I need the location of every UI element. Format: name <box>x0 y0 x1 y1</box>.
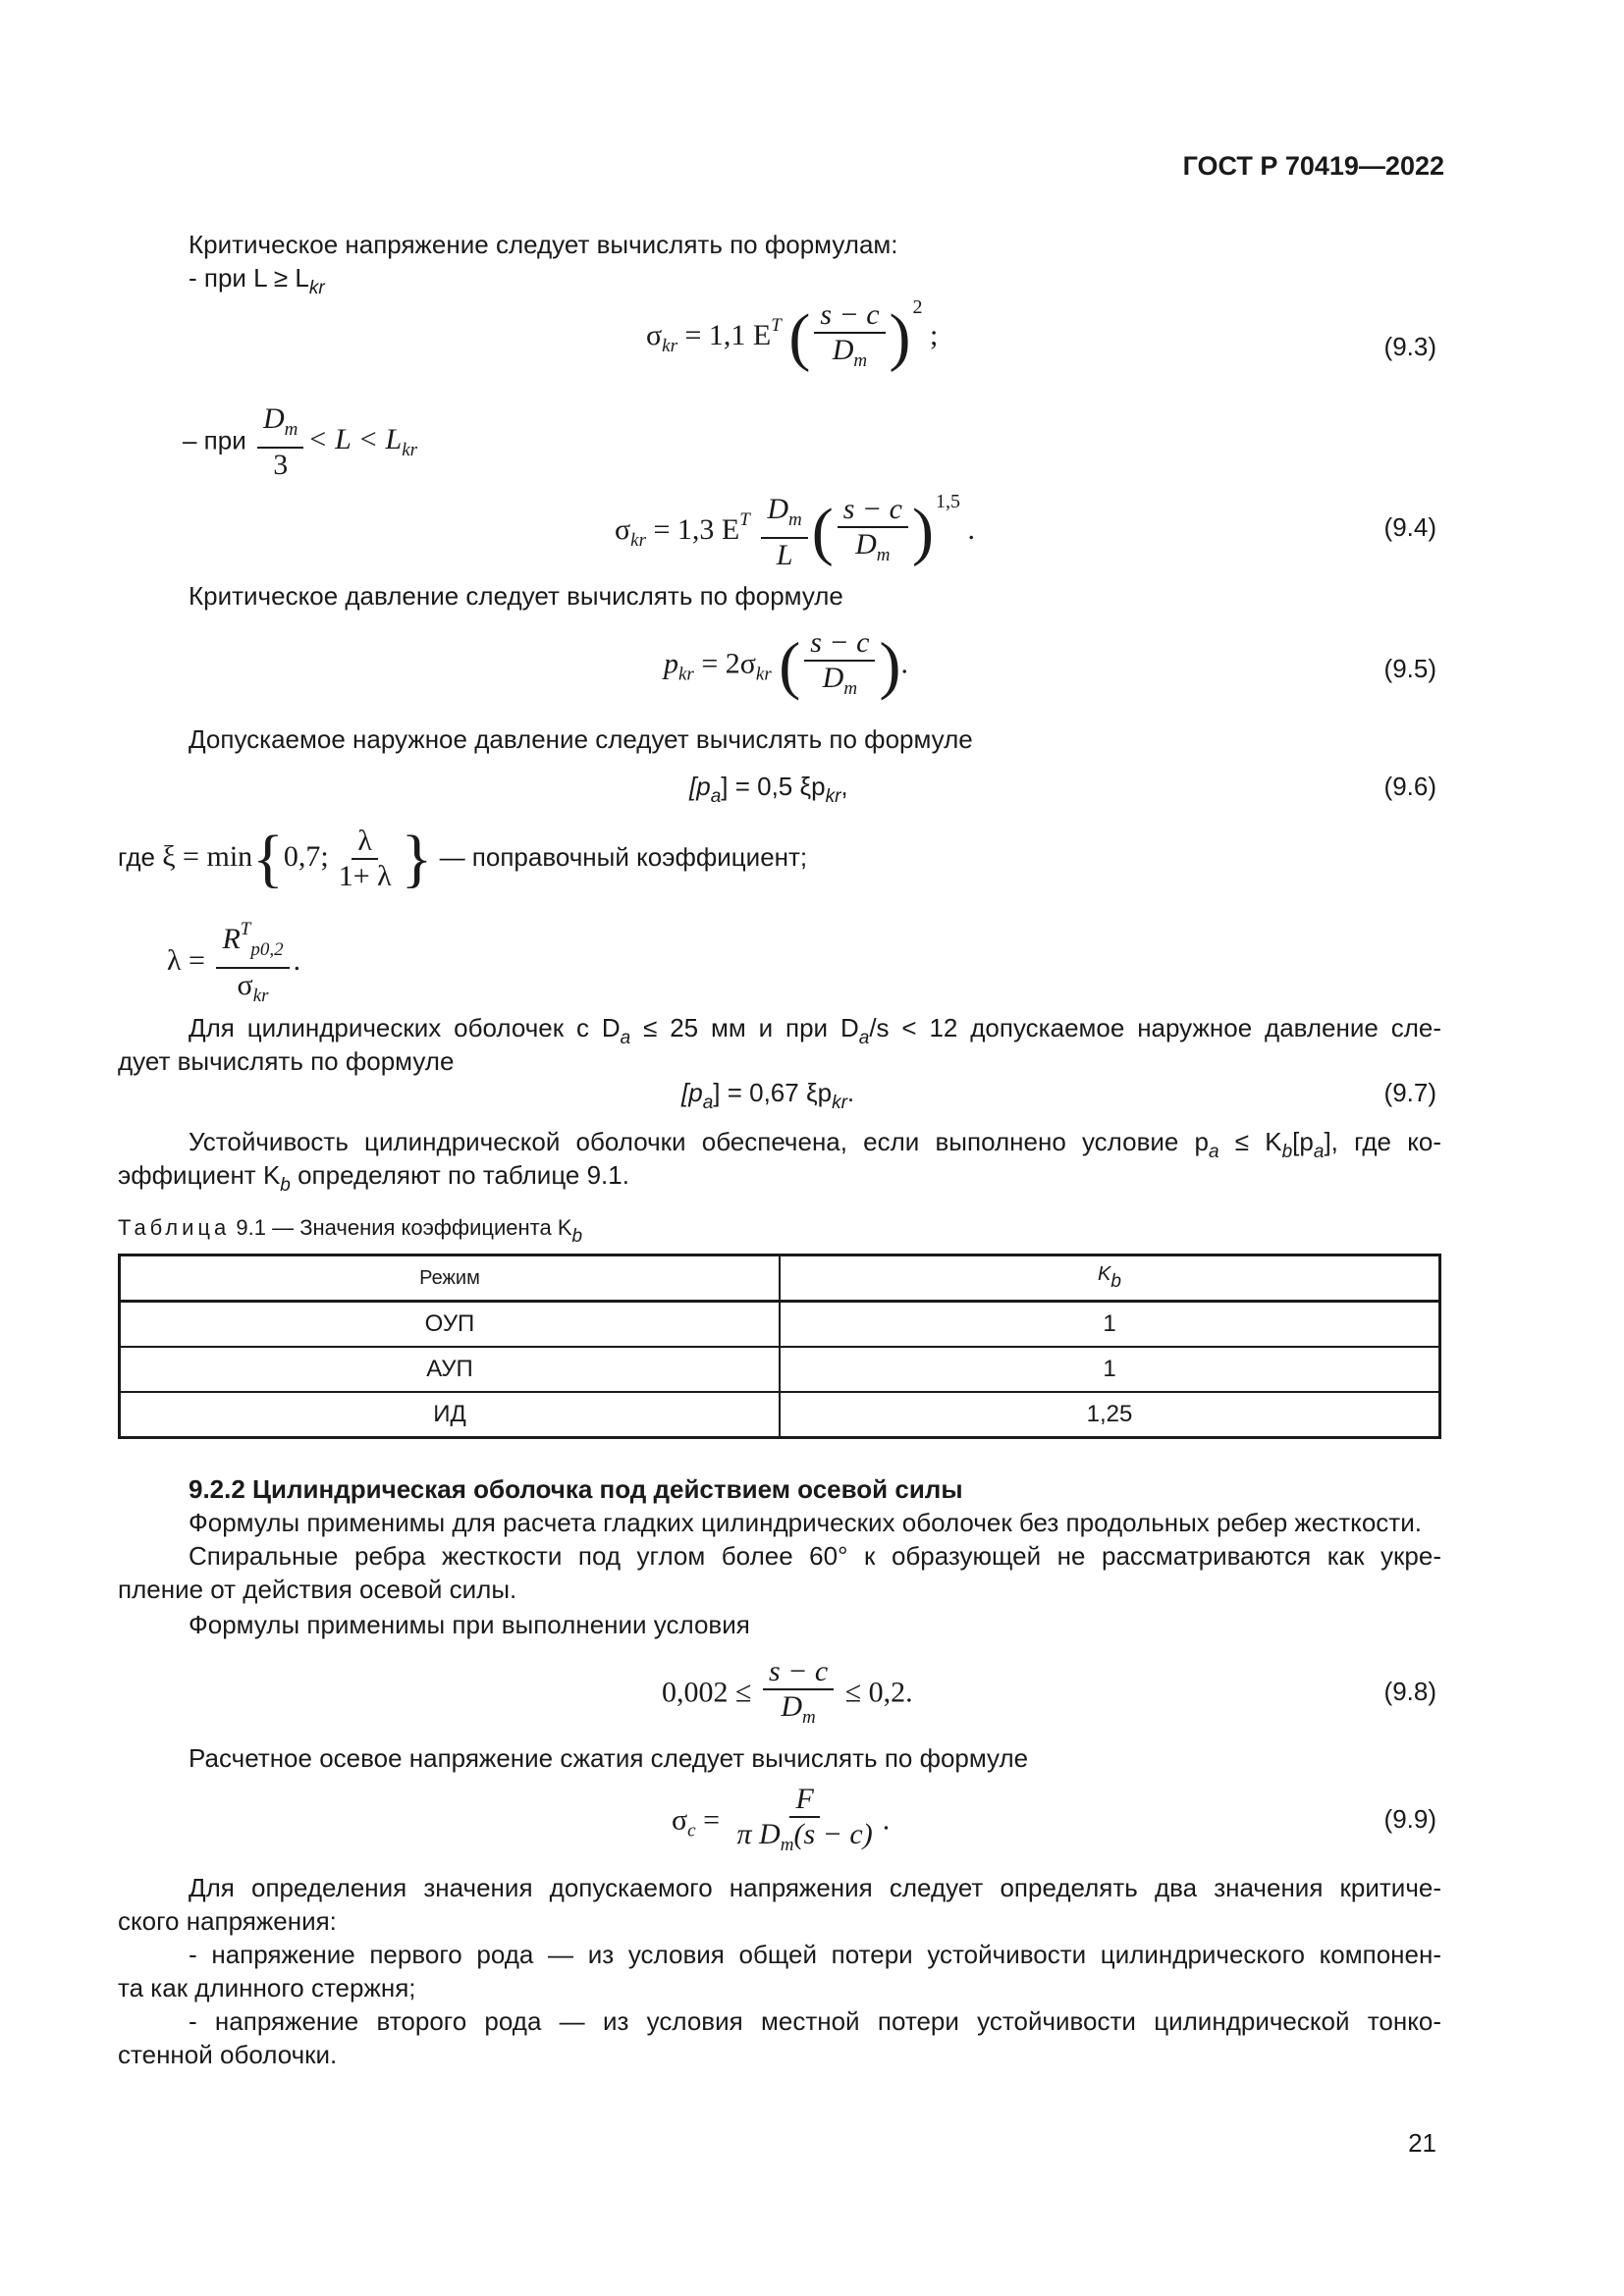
case-medium-tail: < L < L <box>307 423 403 456</box>
table-row <box>120 1392 1440 1438</box>
table-row <box>120 1347 1440 1392</box>
xi-rbrace: } <box>401 823 433 894</box>
lambda-num-wrap <box>216 913 289 969</box>
section-paragraph-1: Формулы применимы для расчета гладких цилиндрических оболочек без продольных ребер жесткости. <box>189 1508 1422 1537</box>
eq99-tail: . <box>882 1803 891 1837</box>
eq94-f1-num-wrap <box>761 493 807 539</box>
equation-9-7 <box>681 1076 854 1120</box>
eq99-den-b: (s − c) <box>793 1818 873 1850</box>
xi-den: 1+ λ <box>338 860 392 892</box>
equation-9-6 <box>689 770 848 814</box>
p7-sub-c: a <box>1313 1142 1325 1162</box>
eq93-den-wrap <box>827 334 873 378</box>
table-row <box>120 1302 1440 1348</box>
section-paragraph-3: Формулы применимы при выполнении условия <box>189 1610 750 1639</box>
table-cell-mode: АУП <box>120 1347 781 1392</box>
eq94-tail: . <box>967 513 975 546</box>
eq97-sub-b: kr <box>832 1093 847 1113</box>
case-long-text: - при L ≥ L <box>189 263 309 293</box>
equation-9-5-number: (9.5) <box>1383 654 1436 683</box>
xi-a: 0,7; <box>283 839 329 873</box>
lambda-den-wrap <box>232 969 275 1013</box>
eq93-lparen: ( <box>788 301 811 374</box>
eq94-exp: 1,5 <box>935 491 960 512</box>
eq93-num: s − c <box>814 298 885 334</box>
eq96-sub-b: kr <box>825 786 841 807</box>
lambda-den: σ <box>237 969 253 1001</box>
xi-tail: — поправочный коэффициент; <box>439 841 808 872</box>
eq94-den-wrap <box>849 528 895 572</box>
eq93-exp: 2 <box>912 296 923 318</box>
eq95-fraction <box>804 626 875 706</box>
xi-lhs: ξ = min <box>162 839 253 873</box>
case-medium-den: 3 <box>273 449 289 481</box>
equation-9-8 <box>662 1655 913 1735</box>
eq94-f1-num-sub: m <box>788 508 802 530</box>
lambda-definition <box>167 913 300 1013</box>
case-medium-fraction <box>257 402 303 482</box>
eq96-sub-a: a <box>710 786 722 807</box>
eq95-den-sub: m <box>843 678 858 699</box>
eq93-den: D <box>832 333 854 366</box>
equation-9-4 <box>615 485 975 572</box>
table-caption-sub: b <box>571 1226 583 1247</box>
case-long-sub: kr <box>308 278 325 298</box>
eq96-text-a: [p <box>689 772 711 801</box>
kb-table <box>118 1254 1441 1439</box>
eq94-den-sub: m <box>876 544 891 565</box>
eq94-num: s − c <box>838 493 908 528</box>
eq93-eq: = 1,1 E <box>684 319 772 351</box>
eq95-lhs: p <box>664 647 678 680</box>
eq93-rparen: ) <box>889 301 911 374</box>
eq94-rparen: ) <box>911 496 934 568</box>
eq96-text-b: ] = 0,5 ξp <box>721 772 826 801</box>
eq98-num: s − c <box>763 1655 834 1690</box>
eq94-f1-num: D <box>767 492 788 525</box>
lambda-den-sub: kr <box>252 986 269 1006</box>
equation-9-9-number: (9.9) <box>1383 1804 1436 1834</box>
case-long <box>189 261 325 305</box>
xi-definition <box>118 825 807 893</box>
table-header-kb <box>780 1255 1440 1302</box>
p7-line2-sub: b <box>280 1175 291 1196</box>
xi-num: λ <box>352 825 378 860</box>
table-caption <box>118 1211 582 1254</box>
table-cell-kb: 1,25 <box>780 1392 1440 1438</box>
p6-sub-a: a <box>620 1028 631 1048</box>
section-paragraph-2-line1: Спиральные ребра жесткости под углом более 60° к образующей не рассматриваются как укре- <box>189 1541 1441 1571</box>
eq95-eq-sub: kr <box>755 664 772 685</box>
section-paragraph-5-line1: Для определения значения допускаемого напряжения следует определять два значения критиче- <box>189 1873 1441 1902</box>
table-caption-word: Таблица <box>118 1215 231 1240</box>
eq95-rparen: ) <box>879 629 901 702</box>
eq96-tail: , <box>840 772 848 801</box>
table-header-row <box>120 1255 1440 1302</box>
section-title: 9.2.2 Цилиндрическая оболочка под действием осевой силы <box>189 1474 963 1504</box>
section-paragraph-4: Расчетное осевое напряжение сжатия следует вычислять по формуле <box>189 1743 1029 1773</box>
eq94-lhs: σ <box>615 513 631 546</box>
p6-c: /s < 12 допускаемое наружное давление сле- <box>869 1013 1441 1042</box>
p7-a: Устойчивость цилиндрической оболочки обеспечена, если выполнено условие p <box>189 1127 1210 1156</box>
paragraph-critical-stress: Критическое напряжение следует вычислять по формулам: <box>189 230 898 259</box>
eq94-fraction-1 <box>761 493 807 572</box>
eq99-den-sub: m <box>780 1835 794 1855</box>
table-cell-mode: ИД <box>120 1392 781 1438</box>
eq93-sup: T <box>771 315 782 336</box>
section-paragraph-7-line2: стенной оболочки. <box>118 2040 338 2069</box>
case-medium-num: D <box>262 402 285 435</box>
lambda-fraction <box>216 913 289 1013</box>
eq95-eq: = 2σ <box>701 647 756 680</box>
p7-sub-b: b <box>1281 1142 1293 1162</box>
lambda-num: R <box>222 923 241 955</box>
eq94-sup: T <box>739 509 750 530</box>
p7-line2-b: определяют по таблице 9.1. <box>298 1160 629 1190</box>
eq98-lhs: 0,002 ≤ <box>662 1676 752 1709</box>
equation-9-7-number: (9.7) <box>1383 1078 1436 1107</box>
eq93-lhs-sub: kr <box>662 336 677 356</box>
eq93-tail: ; <box>930 319 939 351</box>
section-paragraph-6-line2: та как длинного стержня; <box>118 1973 416 2002</box>
eq94-den: D <box>855 527 877 561</box>
eq97-text-a: [p <box>681 1078 703 1107</box>
case-medium-text: – при <box>183 425 246 455</box>
table-cell-mode: ОУП <box>120 1302 781 1348</box>
equation-9-3-number: (9.3) <box>1383 332 1436 361</box>
section-paragraph-6-line1: - напряжение первого рода — из условия общей потери устойчивости цилиндрического компонен- <box>189 1940 1441 1969</box>
eq99-lhs-sub: c <box>687 1820 696 1842</box>
lambda-tail: . <box>293 943 301 977</box>
equation-9-8-number: (9.8) <box>1383 1677 1436 1706</box>
eq94-eq: = 1,3 E <box>653 513 740 546</box>
eq95-lparen: ( <box>779 629 801 702</box>
eq99-fraction <box>731 1783 879 1862</box>
eq99-num: F <box>789 1783 819 1818</box>
p6-sub-b: a <box>858 1028 870 1048</box>
eq99-den-wrap <box>731 1818 879 1862</box>
eq95-lhs-sub: kr <box>678 664 694 685</box>
eq93-lhs: σ <box>646 319 663 351</box>
eq98-den: D <box>781 1690 803 1723</box>
paragraph-critical-pressure: Критическое давление следует вычислять по формуле <box>189 581 843 611</box>
eq99-den-a: π D <box>736 1818 781 1850</box>
equation-9-3 <box>646 291 938 378</box>
xi-lbrace: { <box>252 823 284 894</box>
eq98-den-sub: m <box>802 1707 816 1728</box>
eq94-lhs-sub: kr <box>630 530 646 551</box>
case-medium-math <box>253 402 418 481</box>
xi-where: где <box>118 841 155 872</box>
p7-sub-a: a <box>1209 1142 1219 1162</box>
document-code-header: ГОСТ Р 70419—2022 <box>1182 151 1444 181</box>
p6-a: Для цилиндрических оболочек с D <box>189 1013 621 1042</box>
p7-b: ≤ K <box>1234 1127 1282 1156</box>
equation-9-6-number: (9.6) <box>1383 772 1436 801</box>
eq99-lhs: σ <box>672 1803 688 1837</box>
eq95-num: s − c <box>804 626 875 662</box>
eq97-tail: . <box>846 1078 855 1107</box>
table-header-mode: Режим <box>120 1255 781 1302</box>
eq93-den-sub: m <box>853 349 868 371</box>
page-number: 21 <box>1408 2128 1436 2158</box>
eq95-tail: . <box>900 647 908 680</box>
eq99-eq: = <box>703 1803 721 1837</box>
p7-line2-a: эффициент K <box>118 1160 281 1190</box>
eq98-tail: ≤ 0,2. <box>844 1676 913 1709</box>
section-paragraph-2-line2: пление от действия осевой силы. <box>118 1575 517 1604</box>
case-medium <box>183 402 417 482</box>
eq94-fraction-2 <box>838 493 908 572</box>
eq98-den-wrap <box>775 1690 821 1735</box>
section-paragraph-7-line1: - напряжение второго рода — из условия местной потери устойчивости цилиндрической тонко- <box>189 2006 1441 2036</box>
lambda-lhs: λ = <box>167 943 205 977</box>
xi-fraction <box>333 825 398 893</box>
table-caption-rest: 9.1 — Значения коэффициента K <box>236 1215 572 1240</box>
p6-b: ≤ 25 мм и при D <box>643 1013 859 1042</box>
eq97-sub-a: a <box>702 1093 714 1113</box>
case-medium-tail-sub: kr <box>402 440 418 461</box>
section-paragraph-5-line2: ского напряжения: <box>118 1906 337 1936</box>
equation-9-9 <box>672 1783 890 1862</box>
table-cell-kb: 1 <box>780 1347 1440 1392</box>
eq95-den: D <box>822 662 844 694</box>
eq94-f1-den: L <box>776 538 793 571</box>
equation-9-4-number: (9.4) <box>1383 512 1436 542</box>
lambda-num-sub: p0,2 <box>250 939 284 960</box>
case-medium-num-sub: m <box>284 419 298 440</box>
paragraph-small-diameter-line2: дует вычислять по формуле <box>118 1046 455 1076</box>
eq93-fraction <box>814 298 885 378</box>
equation-9-5 <box>664 626 908 706</box>
paragraph-allowed-pressure: Допускаемое наружное давление следует вычислять по формуле <box>189 724 973 754</box>
eq97-text-b: ] = 0,67 ξp <box>713 1078 833 1107</box>
table-header-kb-sub: b <box>1110 1271 1121 1292</box>
eq94-lparen: ( <box>811 496 834 568</box>
table-header-kb-text: K <box>1098 1263 1111 1285</box>
eq98-fraction <box>763 1655 834 1735</box>
paragraph-stability-line2 <box>118 1158 629 1202</box>
case-medium-num-wrap <box>257 402 303 449</box>
lambda-num-sup: T <box>240 919 251 939</box>
p7-c: [p <box>1292 1127 1314 1156</box>
p7-d: ], где ко- <box>1324 1127 1441 1156</box>
table-cell-kb: 1 <box>780 1302 1440 1348</box>
eq95-den-wrap <box>817 662 863 706</box>
